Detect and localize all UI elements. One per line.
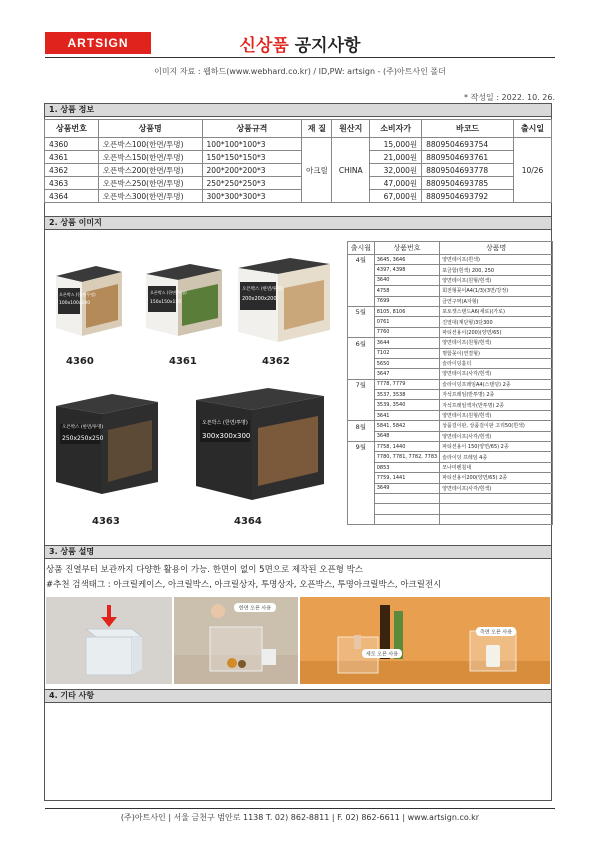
history-month: 5월 (348, 306, 375, 316)
table-row (348, 306, 553, 316)
history-month (348, 296, 375, 306)
table-row (348, 390, 553, 400)
history-month (348, 493, 375, 503)
table-row (348, 286, 553, 296)
history-name: 파티션용이200(양면/65) 2종 (440, 473, 553, 483)
table-row (348, 358, 553, 368)
history-name: 슬라이딩 프레임 4종 (440, 452, 553, 462)
table-row (45, 138, 552, 151)
box-label: 오픈박스 (한면/투명) (242, 287, 284, 292)
table-row (348, 473, 553, 483)
history-month: 9월 (348, 442, 375, 452)
photo-tag-1: 한면 오픈 사용 (238, 605, 272, 612)
table-row (45, 164, 552, 177)
history-month: 7월 (348, 379, 375, 389)
section-other: 4. 기타 사항 (44, 689, 552, 703)
artsign-logo: ARTSIGN (45, 32, 151, 54)
product-number-4360: 4360 (66, 356, 94, 367)
cell-name: 오픈박스150(한면/투명) (98, 151, 202, 164)
page-title (0, 31, 600, 56)
history-code: 7759, 1441 (374, 473, 439, 483)
history-month (348, 410, 375, 420)
history-code: 3649 (374, 483, 439, 493)
written-date: * 작성일 : 2022. 10. 26. (464, 93, 555, 102)
cell-code: 4361 (45, 151, 99, 164)
history-code: 3644 (374, 338, 439, 348)
cell-size: 200*200*200*3 (202, 164, 302, 177)
history-header-row (348, 242, 553, 255)
history-code: 3645, 3646 (374, 255, 439, 265)
cell-name: 오픈박스300(한면/투명) (98, 190, 202, 203)
product-number-4361: 4361 (169, 356, 197, 367)
history-name: 자석프레임(반투명) 2종 (440, 390, 553, 400)
product-box-4360 (50, 262, 128, 340)
cell-name: 오픈박스200(한면/투명) (98, 164, 202, 177)
history-name: 양면테이프(원형/흰색) (440, 338, 553, 348)
info-header-row (45, 120, 552, 138)
cell-price: 47,000원 (370, 177, 422, 190)
box-dims: 300x300x300 (202, 432, 251, 440)
box-label: 오픈박스 (한면/투명) (150, 290, 187, 295)
photo-tag-2: 세로 오픈 사용 (365, 651, 399, 658)
history-name: 금연구역(A자형) (440, 296, 553, 306)
history-header-code: 상품번호 (374, 242, 439, 255)
cell-material: 아크릴 (302, 138, 332, 203)
header-material: 재 질 (302, 120, 332, 138)
history-name: 회전형꽂이A4(1/3)(3면/강정) (440, 286, 553, 296)
product-box-4361 (142, 260, 228, 340)
photo-box-opening (46, 597, 172, 684)
history-month (348, 514, 375, 524)
box-dims: 100x100x100 (59, 301, 91, 306)
history-month (348, 327, 375, 337)
cell-barcode: 8809504693785 (422, 177, 514, 190)
header-divider (45, 57, 555, 58)
history-name: 양면테이프(사각/흰색) (440, 369, 553, 379)
product-number-4363: 4363 (92, 516, 120, 527)
cell-barcode: 8809504693761 (422, 151, 514, 164)
history-code: 7778, 7779 (374, 379, 439, 389)
cell-origin: CHINA (332, 138, 370, 203)
cell-size: 300*300*300*3 (202, 190, 302, 203)
history-name: 양면테이프(흰색) (440, 255, 553, 265)
table-row (348, 442, 553, 452)
cell-size: 100*100*100*3 (202, 138, 302, 151)
footer-divider (45, 808, 555, 809)
table-row (348, 296, 553, 306)
history-code: 0853 (374, 462, 439, 472)
history-name: 슬라이딩홀더 (440, 358, 553, 368)
history-code (374, 514, 439, 524)
header-barcode: 바코드 (422, 120, 514, 138)
history-month (348, 431, 375, 441)
history-code: 0761 (374, 317, 439, 327)
history-name: 진열대(계단형)3단300 (440, 317, 553, 327)
company-footer: (주)아트사인 | 서울 금천구 범안로 1138 T. 02) 862-8811 | F. 02) 862-6611 | www.artsign.co.kr (120, 813, 480, 822)
header-release: 출시일 (514, 120, 552, 138)
history-month: 8월 (348, 421, 375, 431)
product-box-4363 (52, 390, 162, 498)
history-code: 7699 (374, 296, 439, 306)
history-name: 명함꽂이(연결형) (440, 348, 553, 358)
product-box-4362 (234, 254, 334, 346)
table-row (348, 348, 553, 358)
header-price: 소비자가 (370, 120, 422, 138)
table-row (348, 452, 553, 462)
history-month (348, 358, 375, 368)
cell-price: 21,000원 (370, 151, 422, 164)
history-month (348, 317, 375, 327)
release-history-table (347, 241, 553, 525)
history-code: 3648 (374, 431, 439, 441)
table-row (45, 190, 552, 203)
cell-code: 4362 (45, 164, 99, 177)
history-name: 슬라이딩프레임A4(스탠딩) 2종 (440, 379, 553, 389)
table-row (45, 177, 552, 190)
history-month: 4월 (348, 255, 375, 265)
history-month (348, 369, 375, 379)
product-number-4364: 4364 (234, 516, 262, 527)
history-header-month: 출시월 (348, 242, 375, 255)
history-name: 포금함(흰색) 200, 250 (440, 265, 553, 275)
photo-single-side-open (174, 597, 298, 684)
history-code: 3539, 3540 (374, 400, 439, 410)
table-row (348, 514, 553, 524)
table-row (348, 431, 553, 441)
history-month (348, 348, 375, 358)
section-product-info: 1. 상품 정보 (44, 103, 552, 117)
product-info-table (44, 119, 552, 203)
header-name: 상품명 (98, 120, 202, 138)
table-row (45, 151, 552, 164)
box-label: 오픈박스 (한면/투명) (202, 420, 248, 426)
description-text: 상품 진열부터 보관까지 다양한 활용이 가능. 한면이 없이 5면으로 제작된 오픈형 박스 (46, 565, 364, 575)
history-month (348, 452, 375, 462)
history-name: 양면테이프(원형/흰색) (440, 275, 553, 285)
table-row (348, 421, 553, 431)
history-code: 3647 (374, 369, 439, 379)
table-row (348, 275, 553, 285)
image-source-line: 이미지 자료 : 웹하드(www.webhard.co.kr) / ID,PW: artsign - (주)아트사인 폴더 (154, 67, 446, 76)
box-dims: 250x250x250 (62, 435, 104, 442)
history-name: 파티션용이(200)(양면/65) (440, 327, 553, 337)
history-code: 7760 (374, 327, 439, 337)
cell-barcode: 8809504693778 (422, 164, 514, 177)
table-row (348, 462, 553, 472)
box-label: 오픈박스 (한면/투명) (62, 425, 104, 430)
history-name: 양면테이프(원형/흰색) (440, 410, 553, 420)
title-notice: 공지사항 (288, 36, 361, 56)
history-code: 4758 (374, 286, 439, 296)
history-name: 양면테이프(사각/흰색) (440, 431, 553, 441)
history-code: 3537, 3538 (374, 390, 439, 400)
history-month (348, 473, 375, 483)
cell-name: 오픈박스100(한면/투명) (98, 138, 202, 151)
history-code: 5841, 5842 (374, 421, 439, 431)
history-code: 5650 (374, 358, 439, 368)
cell-code: 4363 (45, 177, 99, 190)
history-code: 4397, 4398 (374, 265, 439, 275)
table-row (348, 327, 553, 337)
history-code: 7758, 1440 (374, 442, 439, 452)
box-dims: 200x200x200 (242, 296, 277, 302)
table-row (348, 317, 553, 327)
search-tags: #추천 검색태그 : 아크릴케이스, 아크릴박스, 아크릴상자, 투명상자, 오픈박스, 투명아크릴박스, 아크릴전시 (46, 580, 442, 590)
cell-size: 150*150*150*3 (202, 151, 302, 164)
section-product-images: 2. 상품 이미지 (44, 216, 552, 230)
table-row (348, 338, 553, 348)
history-name: 양면테이프(사각/흰색) (440, 483, 553, 493)
history-name (440, 504, 553, 514)
table-row (348, 504, 553, 514)
cell-price: 15,000원 (370, 138, 422, 151)
history-month (348, 265, 375, 275)
history-month: 6월 (348, 338, 375, 348)
cell-barcode: 8809504693792 (422, 190, 514, 203)
history-header-name: 상품명 (440, 242, 553, 255)
title-new-product: 신상품 (239, 36, 289, 56)
cell-price: 32,000원 (370, 164, 422, 177)
cell-name: 오픈박스250(한면/투명) (98, 177, 202, 190)
history-month (348, 504, 375, 514)
cell-code: 4360 (45, 138, 99, 151)
table-row (348, 255, 553, 265)
history-code (374, 493, 439, 503)
history-month (348, 286, 375, 296)
history-code: 3641 (374, 410, 439, 420)
box-dims: 150x150x150 (150, 300, 182, 305)
table-row (348, 483, 553, 493)
product-number-4362: 4362 (262, 356, 290, 367)
history-month (348, 462, 375, 472)
table-row (348, 400, 553, 410)
table-row (348, 369, 553, 379)
history-month (348, 400, 375, 410)
product-box-4364 (190, 384, 328, 504)
table-row (348, 410, 553, 420)
cell-size: 250*250*250*3 (202, 177, 302, 190)
cell-barcode: 8809504693754 (422, 138, 514, 151)
table-row (348, 379, 553, 389)
table-row (348, 493, 553, 503)
history-name: 파티션용이 150(양면/65) 2종 (440, 442, 553, 452)
history-code: 7102 (374, 348, 439, 358)
section-product-description: 3. 상품 설명 (44, 545, 552, 559)
photo-display-examples (300, 597, 550, 684)
history-name: 모나미펜칠대 (440, 462, 553, 472)
cell-code: 4364 (45, 190, 99, 203)
history-name (440, 514, 553, 524)
history-name: 자석프레임액자(반투명) 2종 (440, 400, 553, 410)
box-label: 오픈박스 (한면/투명) (59, 292, 96, 297)
history-month (348, 390, 375, 400)
history-code: 7780, 7781, 7782, 7783 (374, 452, 439, 462)
history-name (440, 493, 553, 503)
history-code: 8105, 8106 (374, 306, 439, 316)
history-month (348, 483, 375, 493)
history-name: 포토캣스탠드A6(세로)(가로) (440, 306, 553, 316)
cell-release: 10/26 (514, 138, 552, 203)
history-code (374, 504, 439, 514)
header-code: 상품번호 (45, 120, 99, 138)
history-code: 3640 (374, 275, 439, 285)
header-size: 상품규격 (202, 120, 302, 138)
photo-tag-3: 측면 오픈 사용 (479, 629, 513, 636)
table-row (348, 265, 553, 275)
header-origin: 원산지 (332, 120, 370, 138)
history-month (348, 275, 375, 285)
history-name: 상품걸이판, 상품걸이판 고리50(흰색) (440, 421, 553, 431)
cell-price: 67,000원 (370, 190, 422, 203)
